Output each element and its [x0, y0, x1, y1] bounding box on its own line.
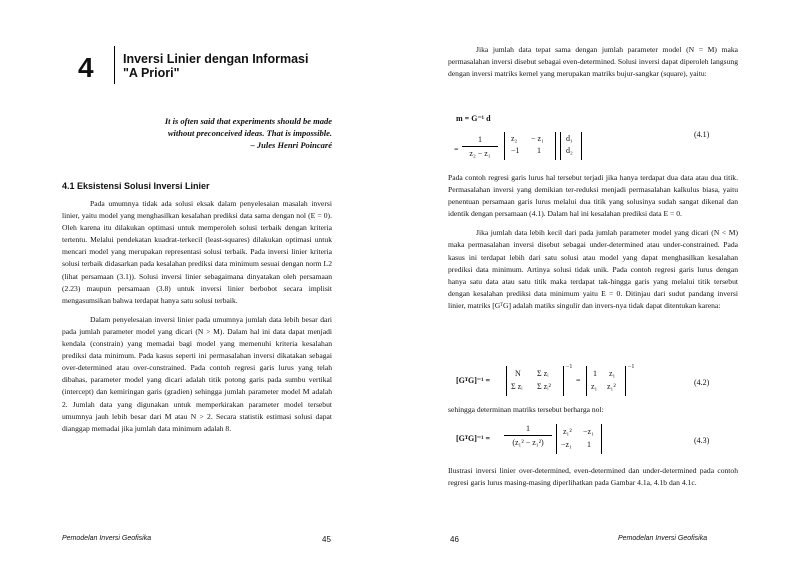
right-para5-text: Ilustrasi inversi linier over-determined, even-determined dan under-determined pada contoh regresi garis lurus masing-masing diperlihatkan pada Gambar 4.1a, 4.1b dan 4.1c.: [448, 466, 738, 488]
eq3-m12: −z₁: [583, 427, 594, 436]
right-paragraph-4: [448, 404, 738, 416]
right-paragraph-5: [448, 465, 738, 489]
eq2-a11: N: [515, 369, 521, 378]
chapter-divider: [114, 46, 115, 84]
eq2-number: (4.2): [694, 378, 710, 387]
eq3-lhs: [GᵀG]⁻¹ =: [456, 434, 491, 443]
right-para4-text: sehingga determinan matriks tersebut berharga nol:: [448, 405, 604, 414]
eq1-v2: d₂: [566, 146, 573, 155]
right-footer: Pemodelan Inversi Geofisika: [618, 535, 708, 542]
eq1-line1: m = G⁻¹ d: [456, 114, 491, 123]
right-paragraph-1: [448, 44, 738, 80]
eq3-matrix: [556, 424, 602, 454]
eq1-m21: −1: [511, 146, 520, 155]
right-paragraph-2: Pada contoh regresi garis lurus hal tersebut terjadi jika hanya terdapat dua data atau dua titik. Permasalahan inversi yang demikian ter-reduksi menjadi permasalahan kalkulus biasa, yaitu penentuan persamaan garis lurus melalui dua titik yang solusinya sudah sangat dikenal dan identik dengan persamaan (4.1). Dalam hal ini kesalahan prediksi data E = 0.: [448, 173, 738, 219]
eq2-matrix-a: [506, 366, 564, 396]
eq3-m22: 1: [587, 440, 591, 449]
eq1-matrix: [504, 132, 556, 160]
eq2-matrix-b: [586, 366, 626, 396]
epigraph-quote: [120, 116, 332, 139]
right-body-text: [448, 172, 738, 312]
eq1-m22: 1: [537, 146, 541, 155]
eq1-m11: z₂: [511, 134, 518, 143]
chapter-title-line2: "A Priori": [123, 66, 180, 80]
eq2-b12: z₁: [609, 369, 616, 378]
eq3-m11: z₁²: [563, 427, 572, 436]
eq2-lhs: [GᵀG]⁻¹ =: [456, 376, 491, 385]
left-footer: Pemodelan Inversi Geofisika: [62, 535, 152, 542]
eq1-frac-den: z₂ − z₁: [462, 146, 498, 158]
eq1-m12: − z₁: [531, 134, 544, 143]
left-paragraph-1: Pada umumnya tidak ada solusi eksak dalam penyelesaian masalah inversi linier, yaitu model yang menghasilkan kesalahan prediksi data sama dengan nol (E = 0). Oleh karena itu dilakukan optimasi untuk memperoleh solusi terbaik dengan kriteria tertentu. Melalui pendekatan kuadrat-terkecil (least-squares) dilakukan optimasi untuk mencari model yang merupakan representasi solusi terbaik. Pada inversi linier kriteria solusi terbaik didasarkan pada kesalahan prediksi data minimum sesuai dengan norm L2 (lihat persamaan (3.1)). Solusi inversi linier sebagaimana dinyatakan oleh persamaan (2.23) maupun persamaan (3.8) untuk inversi linier berbobot secara implisit mengasumsikan bahwa terdapat hanya satu solusi terbaik.: [62, 199, 332, 305]
eq2-a21: Σ zᵢ: [511, 382, 523, 391]
eq2-a12: Σ zᵢ: [537, 369, 549, 378]
chapter-title-line1: Inversi Linier dengan Informasi: [123, 52, 309, 66]
eq3-frac-den: (z₁² − z₁²): [504, 435, 552, 447]
chapter-title: [123, 52, 308, 80]
eq2-b11: 1: [593, 369, 597, 378]
eq1-number: (4.1): [694, 130, 710, 139]
quote-line2: without preconceived ideas. That is impossible.: [167, 127, 332, 138]
left-paragraph-2: Dalam penyelesaian inversi linier pada umumnya jumlah data lebih besar dari pada jumlah parameter model yang dicari (N > M). Dalam hal ini data dapat menjadi kendala (constrain) yang memadai bagi model yang memenuhi kriteria kesalahan prediksi data minimum. Pada kasus seperti ini permasalahan inversi dikatakan sebagai over-determined atau over-constrained. Pada contoh regresi garis lurus yang telah dibahas, parameter model yang dicari adalah titik potong garis pada sumbu vertikal (intercept) dan kemiringan garis (gradien) sehingga jumlah parameter model M adalah 2. Jumlah data yang digunakan untuk memperkirakan parameter model tersebut umumnya jauh lebih besar dari M atau N > 2. Secara statistik estimasi solusi dapat dianggap memadai jika jumlah data minimum adalah 8.: [62, 314, 332, 433]
quote-line1: It is often said that experiments should be made: [164, 116, 332, 126]
chapter-number: 4: [78, 52, 94, 83]
eq3-number: (4.3): [694, 436, 710, 445]
eq2-a22: Σ zᵢ²: [537, 382, 551, 391]
left-page-number: 45: [322, 535, 331, 544]
section-heading: 4.1 Eksistensi Solusi Inversi Linier: [62, 181, 210, 191]
eq3-frac-num: 1: [526, 424, 530, 433]
eq3-m21: −z₁: [561, 440, 572, 449]
right-paragraph-3: Jika jumlah data lebih kecil dari pada jumlah parameter model yang dicari (N < M) maka permasalahan inversi disebut sebagai under-determined atau under-constrained. Pada kasus ini terdapat lebih dari satu solusi atau model yang dapat menghasilkan kesalahan prediksi data minimum. Artinya solusi tidak unik. Pada contoh regresi garis lurus dengan hanya satu data atau satu titik maka terdapat tak-hingga garis yang melalui titik tersebut dengan kesalahan prediksi data minimum yaitu E = 0. Ditinjau dari sudut pandang inversi linier, matriks [GᵀG] adalah matiks singulir dan invers-nya tidak dapat ditentukan karena:: [448, 228, 738, 310]
eq1-frac-num: 1: [478, 135, 482, 144]
right-page: Jika jumlah data tepat sama dengan jumlah parameter model (N = M) maka permasalahan inversi disebut sebagai even-determined. Solusi inversi dapat diperoleh langsung dengan inversi matriks kernel yang merupakan matriks bujur-sangkar (square), yaitu: m = G⁻¹ d = $\frac{1}{\text{z₂ − z₁}}$ z₂ − z₁ −1 1 d₁ d₂ (4.1) Pada contoh regresi garis lurus hal tersebut terjadi jika hanya terdapat dua data atau dua titik. Permasalahan inversi yang demikian ter-reduksi menjadi permasalahan kalkulus biasa, yaitu penentuan persamaan garis lurus melalui dua titik yang solusinya sudah sangat dikenal dan identik dengan persamaan (4.1). Dalam hal ini kesalahan prediksi data E = 0. Jika jumlah data lebih kecil dari pada jumlah parameter model yang dicari (N < M) maka permasalahan inversi disebut sebagai under-determined atau under-constrained. Pada kasus ini terdapat lebih dari satu solusi atau model yang dapat menghasilkan kesalahan prediksi data minimum. Artinya solusi tidak unik. Pada contoh regresi garis lurus dengan hanya satu data atau satu titik maka terdapat tak-hingga garis yang melalui titik tersebut dengan kesalahan prediksi data minimum yaitu E = 0. Ditinjau dari sudut pandang inversi linier, matriks [GᵀG] adalah matiks singulir dan invers-nya tidak dapat ditentukan karena: [GᵀG]⁻¹ = N Σ zᵢ Σ zᵢ Σ zᵢ² −1 = 1 z₁ z₁ z₁² −1 (4.2) sehingga determinan matriks tersebut berharga nol: [GᵀG]⁻¹ = $\frac{1}{\text{(z₁² − z₁²)}}$ z₁² −z₁ −z₁ 1 (4.3) Ilustrasi inversi linier over-determined, even-determined dan under-determined pada contoh regresi garis lurus masing-masing diperlihatkan pada Gambar 4.1a, 4.1b dan 4.1c. 46 Pemodelan Inversi Geofisika: [448, 45, 738, 544]
eq3-fraction: [504, 424, 552, 447]
right-para1-text: Jika jumlah data tepat sama dengan jumlah parameter model (N = M) maka permasalahan inversi disebut sebagai even-determined. Solusi inversi dapat diperoleh langsung dengan inversi matriks kernel yang merupakan matriks bujur-sangkar (square), yaitu:: [448, 45, 738, 79]
eq1-v1: d₁: [566, 134, 573, 143]
eq1-vector: [560, 132, 582, 160]
left-body-text: [62, 198, 332, 435]
eq2-b22: z₁²: [607, 382, 616, 391]
quote-author: – Jules Henri Poincaré: [250, 140, 332, 150]
right-page-number: 46: [450, 535, 459, 544]
eq2-b21: z₁: [591, 382, 598, 391]
